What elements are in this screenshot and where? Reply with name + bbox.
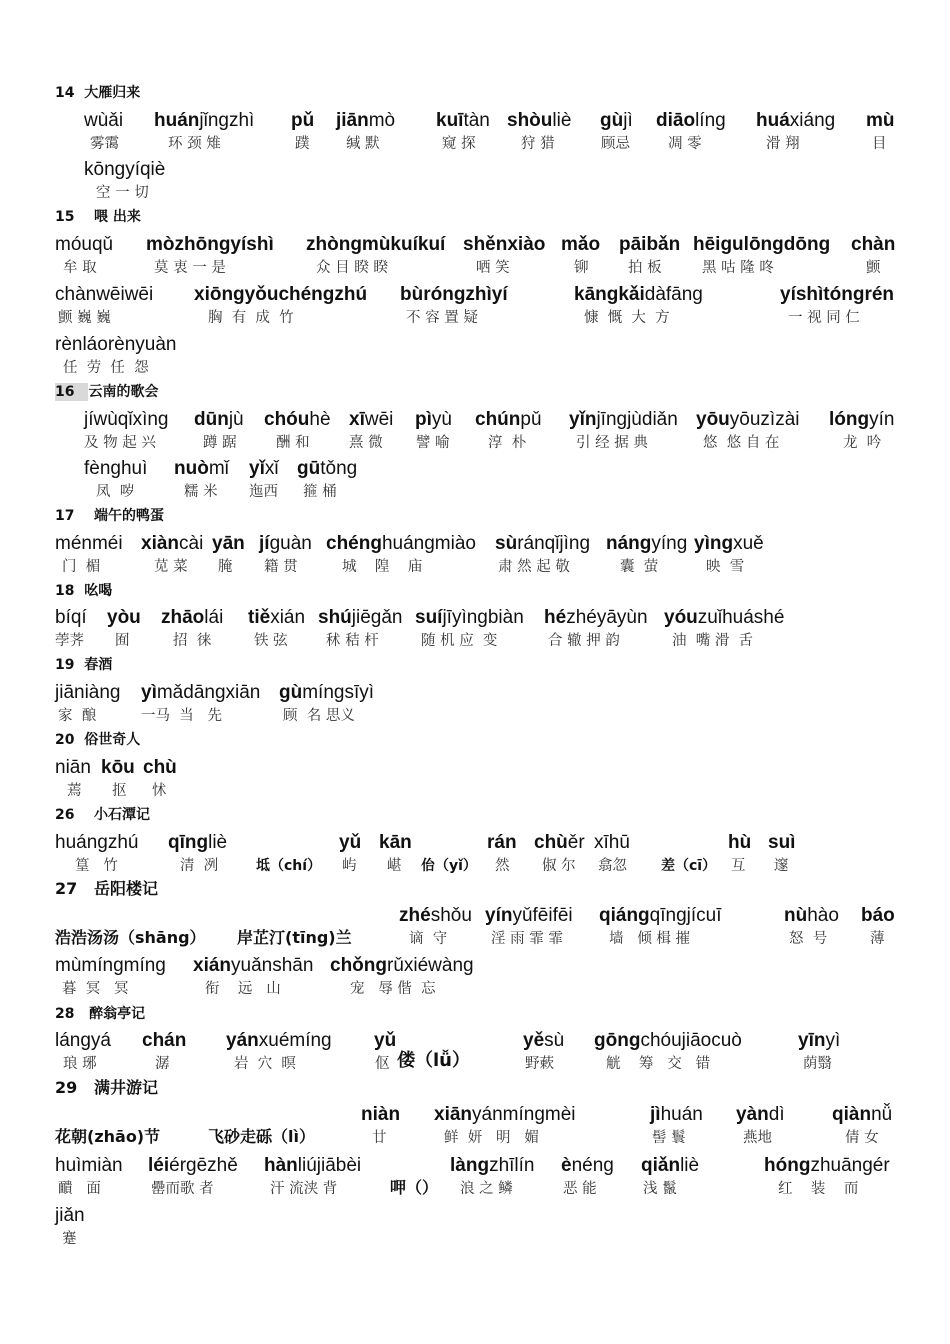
section-title: 端午的鸭蛋 xyxy=(93,508,164,524)
section-heading xyxy=(55,806,150,824)
word-row xyxy=(0,905,950,951)
section-heading xyxy=(55,656,112,674)
section-heading xyxy=(55,208,141,226)
hanzi: 肃 然 起 敬 xyxy=(498,559,570,575)
pinyin: qiǎnliè xyxy=(641,1155,700,1176)
hanzi: 凤 哕 xyxy=(96,484,135,500)
extra-term: 飞砂走砾（lì） xyxy=(208,1127,315,1146)
hanzi: 伛 xyxy=(375,1056,390,1072)
pinyin: xīhū xyxy=(594,832,630,853)
hanzi: 屿 xyxy=(342,858,357,874)
word-row xyxy=(0,533,950,579)
hanzi: 抠 xyxy=(112,783,127,799)
word-row xyxy=(0,682,950,728)
pinyin: xīwēi xyxy=(349,409,394,430)
pinyin: kān xyxy=(379,832,412,853)
section-number: 26 xyxy=(55,807,75,823)
hanzi: 窥 探 xyxy=(442,136,476,152)
pinyin: ènéng xyxy=(561,1155,614,1176)
word-row xyxy=(0,832,950,878)
section-title: 小石潭记 xyxy=(93,807,150,823)
hanzi: 雾霭 xyxy=(90,136,119,152)
pinyin: chénghuángmiào xyxy=(326,533,476,554)
pinyin: ménméi xyxy=(55,533,123,554)
hanzi: 衔 远 山 xyxy=(205,981,281,997)
hanzi: 莫 衷 一 是 xyxy=(154,260,226,276)
pinyin: yěsù xyxy=(523,1030,565,1051)
pinyin: yōuyōuzìzài xyxy=(696,409,800,430)
word-row xyxy=(0,458,950,504)
word-row xyxy=(0,1205,950,1251)
extra-term: 花朝(zhāo)节 xyxy=(55,1127,161,1146)
section-title: 春酒 xyxy=(84,657,113,673)
hanzi: 凋 零 xyxy=(668,136,702,152)
pinyin: yǔ xyxy=(339,832,362,853)
hanzi: 囊 萤 xyxy=(620,559,659,575)
section-number: 29 xyxy=(55,1078,78,1097)
hanzi: 及 物 起 兴 xyxy=(84,435,156,451)
hanzi: 蹲 踞 xyxy=(203,435,237,451)
pinyin: xiányuǎnshān xyxy=(193,955,314,976)
pinyin: gùmíngsīyì xyxy=(279,682,375,703)
pinyin: lóngyín xyxy=(829,409,895,430)
pinyin: chóuhè xyxy=(264,409,331,430)
hanzi: 野蔌 xyxy=(525,1056,554,1072)
hanzi: 慷 慨 大 方 xyxy=(584,310,670,326)
pinyin: móuqǔ xyxy=(55,234,114,255)
hanzi: 秫 秸 杆 xyxy=(326,633,379,649)
pinyin: kōngyíqiè xyxy=(84,159,166,180)
pinyin: gūtǒng xyxy=(297,458,358,479)
hanzi: 宠 辱 偕 忘 xyxy=(350,981,436,997)
pinyin: shújiēgǎn xyxy=(318,607,403,628)
pinyin: chàn xyxy=(851,234,896,255)
pinyin: mǎo xyxy=(561,234,601,255)
hanzi: 目 xyxy=(872,136,887,152)
pinyin: chǒngrǔxiéwàng xyxy=(330,955,474,976)
word-row xyxy=(0,110,950,156)
hanzi: 箍 桶 xyxy=(303,484,337,500)
pinyin: kōu xyxy=(101,757,135,778)
extra-term: 差（cī） xyxy=(661,858,717,874)
hanzi: 胸 有 成 竹 xyxy=(208,310,294,326)
pinyin: báo xyxy=(861,905,895,926)
pinyin: qiànnǚ xyxy=(832,1104,893,1125)
hanzi: 鲜 妍 明 媚 xyxy=(444,1130,539,1146)
word-row xyxy=(0,234,950,280)
pinyin: nùhào xyxy=(784,905,839,926)
pinyin: dūnjù xyxy=(194,409,244,430)
pinyin: hézhéyāyùn xyxy=(544,607,648,628)
word-row xyxy=(0,1104,950,1150)
hanzi: 熹 微 xyxy=(349,435,383,451)
hanzi: 廿 xyxy=(372,1130,387,1146)
pinyin: hēigulōngdōng xyxy=(693,234,831,255)
pinyin: hànliújiābèi xyxy=(264,1155,362,1176)
hanzi: 蹼 xyxy=(295,136,310,152)
pinyin: yān xyxy=(212,533,245,554)
pinyin: fènghuì xyxy=(84,458,148,479)
pinyin: léiérgēzhě xyxy=(148,1155,238,1176)
pinyin: xiàncài xyxy=(141,533,204,554)
hanzi: 暮 冥 冥 xyxy=(62,981,129,997)
word-row xyxy=(0,159,950,205)
pinyin: yīnyì xyxy=(798,1030,841,1051)
hanzi: 恶 能 xyxy=(563,1181,597,1197)
hanzi: 油 嘴 滑 舌 xyxy=(672,633,754,649)
pinyin: gōngchóujiāocuò xyxy=(594,1030,742,1051)
hanzi: 囿 xyxy=(115,633,130,649)
section-title: 大雁归来 xyxy=(84,85,141,101)
pinyin: wùǎi xyxy=(84,110,124,131)
section-title: 岳阳楼记 xyxy=(93,879,158,898)
pinyin: lángyá xyxy=(55,1030,111,1051)
hanzi: 铁 弦 xyxy=(254,633,288,649)
hanzi: 一 视 同 仁 xyxy=(788,310,860,326)
extra-term: 岸芷汀(tīng)兰 xyxy=(237,928,352,947)
word-row xyxy=(0,607,950,653)
hanzi: 滑 翔 xyxy=(766,136,800,152)
pinyin: diāolíng xyxy=(656,110,726,131)
pinyin: chùěr xyxy=(534,832,585,853)
hanzi: 清 冽 xyxy=(180,858,219,874)
hanzi: 哂 笑 xyxy=(476,260,510,276)
hanzi: 迤西 xyxy=(249,484,278,500)
pinyin: yàndì xyxy=(736,1104,785,1125)
pinyin: zhāolái xyxy=(161,607,224,628)
hanzi: 潺 xyxy=(155,1056,170,1072)
section-heading xyxy=(55,1005,145,1023)
pinyin: qīngliè xyxy=(168,832,228,853)
hanzi: 倩 女 xyxy=(845,1130,879,1146)
pinyin: xiōngyǒuchéngzhú xyxy=(194,284,368,305)
extra-term: 浩浩汤汤（shāng） xyxy=(55,928,206,947)
section-number: 20 xyxy=(55,732,75,748)
pinyin: jiāniàng xyxy=(55,682,121,703)
pinyin: tiěxián xyxy=(248,607,306,628)
word-row xyxy=(0,334,950,380)
hanzi: 淳 朴 xyxy=(488,435,527,451)
section-title: 醉翁亭记 xyxy=(89,1006,146,1022)
pinyin: yǐnjīngjùdiǎn xyxy=(569,409,678,430)
pinyin: chànwēiwēi xyxy=(55,284,154,305)
pinyin: mùmíngmíng xyxy=(55,955,166,976)
hanzi: 靧 面 xyxy=(58,1181,101,1197)
pinyin: jiǎn xyxy=(55,1205,85,1226)
pinyin: pìyù xyxy=(415,409,452,430)
pinyin: huángzhú xyxy=(55,832,139,853)
section-number: 15 xyxy=(55,209,75,225)
hanzi: 怒 号 xyxy=(789,931,828,947)
hanzi: 缄 默 xyxy=(346,136,380,152)
section-number: 28 xyxy=(55,1006,75,1022)
hanzi: 岩 穴 暝 xyxy=(234,1056,296,1072)
hanzi: 邃 xyxy=(774,858,789,874)
word-row xyxy=(0,757,950,803)
hanzi: 颤 巍 巍 xyxy=(58,310,111,326)
pinyin: huáxiáng xyxy=(756,110,836,131)
hanzi: 一马 当 先 xyxy=(141,708,223,724)
pinyin: bùróngzhìyí xyxy=(400,284,508,305)
hanzi: 拍 板 xyxy=(628,260,662,276)
hanzi: 荫翳 xyxy=(803,1056,832,1072)
pinyin: chù xyxy=(143,757,177,778)
section-heading xyxy=(55,507,164,525)
hanzi: 蹇 xyxy=(62,1231,77,1247)
hanzi: 觥 筹 交 错 xyxy=(606,1056,711,1072)
hanzi: 糯 米 xyxy=(184,484,218,500)
pinyin: gùjì xyxy=(600,110,633,131)
pinyin: huánjǐngzhì xyxy=(154,110,255,131)
extra-term: 坻（chí） xyxy=(256,858,322,874)
section-heading xyxy=(55,383,158,401)
hanzi: 合 辙 押 韵 xyxy=(548,633,620,649)
hanzi: 谪 守 xyxy=(409,931,448,947)
hanzi: 门 楣 xyxy=(62,559,101,575)
word-row xyxy=(0,284,950,330)
hanzi: 篁 竹 xyxy=(75,858,118,874)
hanzi: 汗 流浃 背 xyxy=(270,1181,338,1197)
pinyin: rán xyxy=(487,832,517,853)
hanzi: 酬 和 xyxy=(276,435,310,451)
pinyin: yóuzuǐhuáshé xyxy=(664,607,785,628)
pinyin: yǔ xyxy=(374,1030,397,1051)
hanzi: 苋 菜 xyxy=(154,559,188,575)
hanzi: 众 目 睽 睽 xyxy=(316,260,388,276)
hanzi: 墙 倾 楫 摧 xyxy=(609,931,691,947)
hanzi: 互 xyxy=(731,858,746,874)
hanzi: 然 xyxy=(495,858,510,874)
section-heading xyxy=(55,1079,158,1097)
hanzi: 譬 喻 xyxy=(416,435,450,451)
pinyin: jiānmò xyxy=(336,110,396,131)
pinyin: rènláorènyuàn xyxy=(55,334,177,355)
hanzi: 引 经 据 典 xyxy=(576,435,648,451)
section-number: 18 xyxy=(55,583,75,599)
word-row xyxy=(0,955,950,1001)
hanzi: 蔫 xyxy=(67,783,82,799)
pinyin: sùránqǐjìng xyxy=(495,533,591,554)
section-number: 17 xyxy=(55,508,75,524)
hanzi: 映 雪 xyxy=(706,559,745,575)
hanzi: 髻 鬟 xyxy=(652,1130,686,1146)
section-heading xyxy=(55,582,112,600)
pinyin: kuītàn xyxy=(436,110,490,131)
pinyin: jìhuán xyxy=(650,1104,703,1125)
hanzi: 黑 咕 隆 咚 xyxy=(702,260,774,276)
hanzi: 铆 xyxy=(574,260,589,276)
pinyin: niàn xyxy=(361,1104,401,1125)
hanzi: 怵 xyxy=(152,783,167,799)
pinyin: hóngzhuāngér xyxy=(764,1155,890,1176)
pinyin: mù xyxy=(866,110,895,131)
hanzi: 罍而歌 者 xyxy=(151,1181,214,1197)
pinyin: jíwùqǐxìng xyxy=(84,409,169,430)
hanzi: 环 颈 雉 xyxy=(168,136,221,152)
pinyin: qiángqīngjícuī xyxy=(599,905,722,926)
pinyin: mòzhōngyíshì xyxy=(146,234,274,255)
pinyin: yìngxuě xyxy=(694,533,764,554)
hanzi: 空 一 切 xyxy=(96,185,149,201)
hanzi: 淫 雨 霏 霏 xyxy=(491,931,563,947)
hanzi: 狩 猎 xyxy=(521,136,555,152)
section-number: 19 xyxy=(55,657,75,673)
pinyin: shòuliè xyxy=(507,110,572,131)
pinyin: yìmǎdāngxiān xyxy=(141,682,261,703)
hanzi: 不 容 置 疑 xyxy=(406,310,478,326)
hanzi: 浪 之 鳞 xyxy=(460,1181,513,1197)
section-number: 16 xyxy=(55,383,88,401)
pinyin: zhéshǒu xyxy=(399,905,472,926)
hanzi: 城 隍 庙 xyxy=(342,559,423,575)
hanzi: 嵁 xyxy=(387,858,402,874)
hanzi: 招 徕 xyxy=(173,633,212,649)
hanzi: 悠 悠 自 在 xyxy=(703,435,780,451)
pinyin: shěnxiào xyxy=(463,234,546,255)
pinyin: suì xyxy=(768,832,796,853)
word-row xyxy=(0,1030,950,1076)
pinyin: yíshìtóngrén xyxy=(780,284,895,305)
section-title: 满井游记 xyxy=(93,1078,158,1097)
pinyin: nángyíng xyxy=(606,533,688,554)
hanzi: 任 劳 任 怨 xyxy=(63,360,149,376)
word-row xyxy=(0,1155,950,1201)
pinyin: pāibǎn xyxy=(619,234,681,255)
hanzi: 家 酿 xyxy=(58,708,97,724)
word-row xyxy=(0,409,950,455)
pinyin: bíqí xyxy=(55,607,87,628)
hanzi: 顾 名 思义 xyxy=(283,708,355,724)
section-heading xyxy=(55,880,158,898)
hanzi: 颤 xyxy=(866,260,881,276)
pinyin: yǐxǐ xyxy=(249,458,279,479)
hanzi: 籍 贯 xyxy=(264,559,298,575)
hanzi: 燕地 xyxy=(743,1130,772,1146)
section-number: 14 xyxy=(55,85,75,101)
hanzi: 红 装 而 xyxy=(778,1181,859,1197)
section-number: 27 xyxy=(55,879,78,898)
section-title: 云南的歌会 xyxy=(88,384,159,400)
hanzi: 腌 xyxy=(218,559,233,575)
pinyin: làngzhīlín xyxy=(450,1155,535,1176)
pinyin: xiānyánmíngmèi xyxy=(434,1104,576,1125)
pinyin: hù xyxy=(728,832,752,853)
section-title: 吆喝 xyxy=(84,583,113,599)
pinyin: suíjīyìngbiàn xyxy=(415,607,524,628)
extra-term: 佁（yǐ） xyxy=(421,858,477,874)
hanzi: 牟 取 xyxy=(63,260,97,276)
pinyin: yòu xyxy=(107,607,141,628)
section-heading xyxy=(55,84,140,102)
pinyin: yánxuémíng xyxy=(226,1030,332,1051)
pinyin: pǔ xyxy=(291,110,315,131)
pinyin: kāngkǎidàfāng xyxy=(574,284,703,305)
hanzi: 俶 尔 xyxy=(542,858,576,874)
pinyin: yínyǔfēifēi xyxy=(485,905,573,926)
extra-term: 偻（lǚ） xyxy=(397,1050,470,1071)
hanzi: 浅 鬣 xyxy=(643,1181,677,1197)
pinyin: chán xyxy=(142,1030,187,1051)
pinyin: huìmiàn xyxy=(55,1155,123,1176)
hanzi: 荸荠 xyxy=(55,633,84,649)
pinyin: zhòngmùkuíkuí xyxy=(306,234,446,255)
section-title: 俗世奇人 xyxy=(84,732,141,748)
pinyin: jíguàn xyxy=(259,533,312,554)
hanzi: 随 机 应 变 xyxy=(421,633,498,649)
hanzi: 翕忽 xyxy=(598,858,627,874)
pinyin: nuòmǐ xyxy=(174,458,229,479)
hanzi: 龙 吟 xyxy=(843,435,882,451)
section-heading xyxy=(55,731,140,749)
pinyin: niān xyxy=(55,757,91,778)
section-title: 喂 出来 xyxy=(93,209,141,225)
pinyin: chúnpǔ xyxy=(475,409,542,430)
extra-term: 呷（） xyxy=(390,1178,439,1197)
hanzi: 琅 琊 xyxy=(63,1056,97,1072)
hanzi: 顾忌 xyxy=(601,136,630,152)
hanzi: 薄 xyxy=(870,931,885,947)
